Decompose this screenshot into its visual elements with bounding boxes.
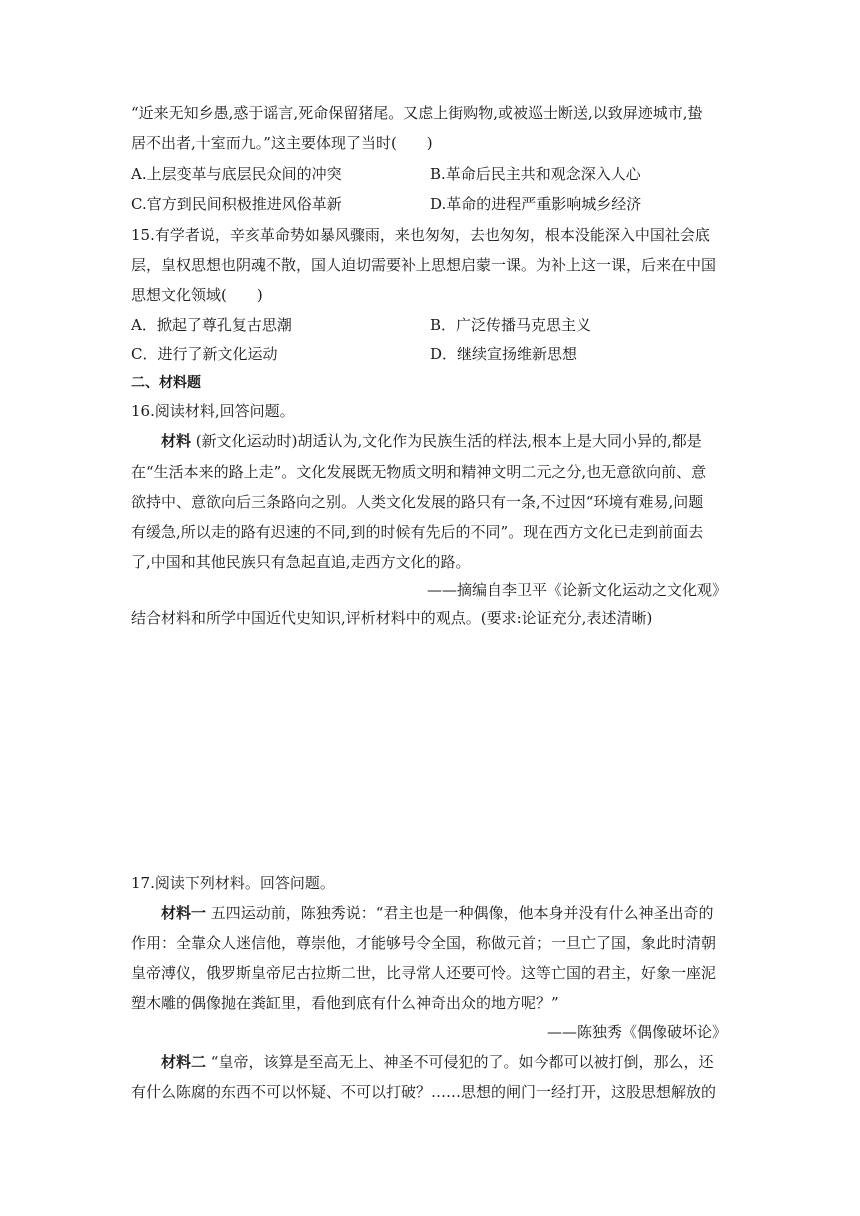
q16-material-label: 材料 [161, 432, 192, 450]
q15-line-1: 15.有学者说，辛亥革命势如暴风骤雨，来也匆匆，去也匆匆，根本没能深入中国社会底 [131, 226, 710, 244]
q15-option-a: A．掀起了尊孔复古思潮 [131, 316, 292, 334]
q16-material-line-4: 有缓急,所以走的路有迟速的不同,到的时候有先后的不同”。现在西方文化已走到前面去 [131, 523, 704, 541]
q17-material-2-line-1 [161, 1052, 713, 1072]
q17-material-1-line-3: 皇帝溥仪，俄罗斯皇帝尼古拉斯二世，比寻常人还要可怜。这等亡国的君主，好象一座泥 [131, 964, 717, 982]
q16-material-line-2: 在“生活本来的路上走”。文化发展既无物质文明和精神文明二元之分,也无意欲向前、意 [131, 463, 707, 481]
q14-option-d: D.革命的进程严重影响城乡经济 [430, 195, 642, 213]
q14-line-2: 居不出者,十室而九。”这主要体现了当时( ) [131, 134, 433, 152]
q15-option-d: D．继续宣扬维新思想 [430, 345, 578, 363]
q14-option-c: C.官方到民间积极推进风俗革新 [131, 195, 342, 213]
q17-material-2-text-1: “皇帝，该算是至高无上、神圣不可侵犯的了。如今都可以被打倒，那么，还 [210, 1053, 714, 1071]
q16-material-line-3: 欲持中、意欲向后三条路向之别。人类文化发展的路只有一条,不过因“环境有难易,问题 [131, 493, 704, 511]
q17-stem: 17.阅读下列材料。回答问题。 [131, 874, 335, 892]
q15-option-c: C．进行了新文化运动 [131, 345, 278, 363]
q16-material-line-1 [161, 431, 702, 451]
q17-material-2-line-2: 有什么陈腐的东西不可以怀疑、不可以打破？……思想的闸门一经打开，这股思想解放的 [131, 1083, 717, 1101]
q14-option-a: A.上层变革与底层民众间的冲突 [131, 165, 342, 183]
q17-material-1-line-1 [161, 903, 713, 923]
q16-material-text-1: (新文化运动时)胡适认为,文化作为民族生活的样法,根本上是大同小异的,都是 [195, 432, 702, 450]
q17-material-1-label: 材料一 [161, 904, 207, 922]
q15-line-2: 层，皇权思想也阴魂不散，国人迫切需要补上思想启蒙一课。为补上这一课，后来在中国 [131, 256, 717, 274]
q17-material-1-source: ——陈独秀《偶像破坏论》 [546, 1023, 727, 1041]
q17-material-2-label: 材料二 [161, 1053, 207, 1071]
q16-stem: 16.阅读材料,回答问题。 [131, 402, 295, 420]
q15-option-b: B．广泛传播马克思主义 [430, 316, 592, 334]
q17-material-1-line-2: 作用：全靠众人迷信他，尊崇他，才能够号令全国，称做元首；一旦亡了国，象此时清朝 [131, 934, 717, 952]
q16-material-line-5: 了,中国和其他民族只有急起直追,走西方文化的路。 [131, 553, 471, 571]
q14-line-1: “近来无知乡愚,惑于谣言,死命保留猪尾。又虑上街购物,或被巡士断送,以致屏迹城市,蛰 [131, 104, 703, 122]
q14-option-b: B.革命后民主共和观念深入人心 [430, 165, 641, 183]
q15-line-3: 思想文化领域( ) [131, 286, 263, 304]
q17-material-1-line-4: 塑木雕的偶像抛在粪缸里，看他到底有什么神奇出众的地方呢？” [131, 994, 559, 1012]
q16-task: 结合材料和所学中国近代史知识,评析材料中的观点。(要求:论证充分,表述清晰) [131, 609, 653, 627]
q17-material-1-text-1: 五四运动前，陈独秀说：“君主也是一种偶像，他本身并没有什么神圣出奇的 [210, 904, 714, 922]
q16-source: ——摘编自李卫平《论新文化运动之文化观》 [426, 581, 727, 599]
section-heading: 二、材料题 [131, 375, 201, 391]
